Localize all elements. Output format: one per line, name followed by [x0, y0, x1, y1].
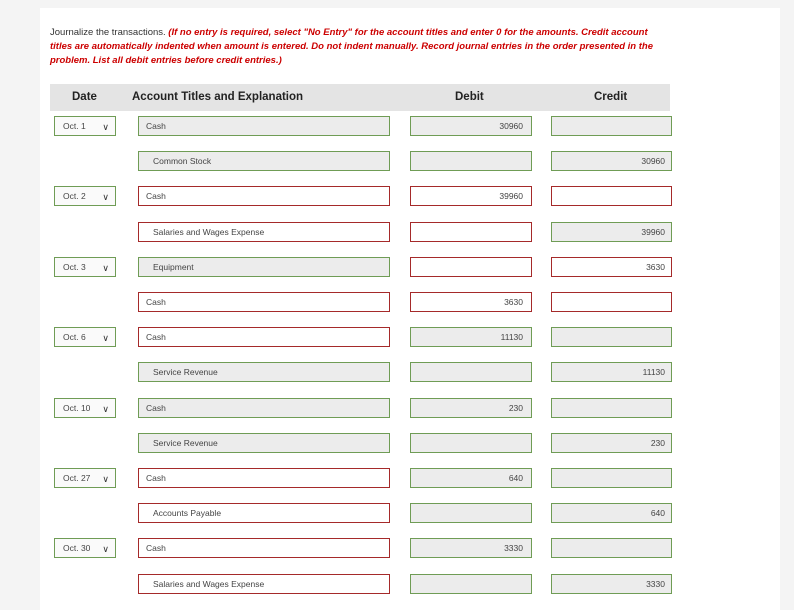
credit-input[interactable]: [551, 292, 672, 312]
debit-input[interactable]: [410, 574, 532, 594]
debit-input[interactable]: 30960: [410, 116, 532, 136]
account-title-input[interactable]: Equipment: [138, 257, 390, 277]
credit-input[interactable]: 39960: [551, 222, 672, 242]
chevron-down-icon: ∨: [102, 544, 109, 554]
credit-input[interactable]: 640: [551, 503, 672, 523]
account-title-input[interactable]: Cash: [138, 327, 390, 347]
journal-line: [50, 116, 680, 138]
journal-line: [50, 433, 680, 455]
credit-input[interactable]: 3330: [551, 574, 672, 594]
date-value: Oct. 2: [63, 191, 86, 201]
journal-header: [50, 84, 670, 111]
journal-panel: [40, 8, 780, 610]
debit-input[interactable]: 3330: [410, 538, 532, 558]
header-date: Date: [72, 91, 97, 103]
chevron-down-icon: ∨: [102, 263, 109, 273]
account-title-input[interactable]: Cash: [138, 538, 390, 558]
chevron-down-icon: ∨: [102, 192, 109, 202]
credit-input[interactable]: [551, 468, 672, 488]
date-value: Oct. 10: [63, 403, 91, 413]
date-select[interactable]: [54, 116, 116, 136]
chevron-down-icon: ∨: [102, 333, 109, 343]
journal-line: [50, 292, 680, 314]
account-title-input[interactable]: Common Stock: [138, 151, 390, 171]
journal-line: [50, 362, 680, 384]
date-value: Oct. 30: [63, 543, 91, 553]
credit-input[interactable]: [551, 116, 672, 136]
journal-line: [50, 222, 680, 244]
date-select[interactable]: [54, 468, 116, 488]
account-title-input[interactable]: Cash: [138, 398, 390, 418]
account-title-input[interactable]: Accounts Payable: [138, 503, 390, 523]
debit-input[interactable]: 3630: [410, 292, 532, 312]
chevron-down-icon: ∨: [102, 404, 109, 414]
date-value: Oct. 27: [63, 473, 91, 483]
date-select[interactable]: [54, 538, 116, 558]
journal-line: [50, 538, 680, 560]
chevron-down-icon: ∨: [102, 474, 109, 484]
date-select[interactable]: [54, 327, 116, 347]
debit-input[interactable]: [410, 257, 532, 277]
account-title-input[interactable]: Cash: [138, 292, 390, 312]
journal-line: [50, 468, 680, 490]
debit-input[interactable]: [410, 433, 532, 453]
account-title-input[interactable]: Service Revenue: [138, 362, 390, 382]
journal-line: [50, 151, 680, 173]
header-debit: Debit: [455, 91, 484, 103]
date-select[interactable]: [54, 186, 116, 206]
account-title-input[interactable]: Salaries and Wages Expense: [138, 222, 390, 242]
account-title-input[interactable]: Salaries and Wages Expense: [138, 574, 390, 594]
debit-input[interactable]: 640: [410, 468, 532, 488]
account-title-input[interactable]: Cash: [138, 116, 390, 136]
journal-line: [50, 257, 680, 279]
journal-line: [50, 503, 680, 525]
credit-input[interactable]: [551, 327, 672, 347]
date-value: Oct. 3: [63, 262, 86, 272]
date-value: Oct. 6: [63, 332, 86, 342]
debit-input[interactable]: 39960: [410, 186, 532, 206]
debit-input[interactable]: 230: [410, 398, 532, 418]
header-account: Account Titles and Explanation: [132, 91, 304, 103]
credit-input[interactable]: [551, 398, 672, 418]
instructions-note: (If no entry is required, select "No Entry" for the account titles and enter 0 for the amounts. Credit account titles are automatically indented when amount is entered. Do not indent manually. Record journal entries in the order presented in the problem. List all debit entries before credit entries.): [50, 27, 654, 66]
instructions: [50, 26, 670, 68]
credit-input[interactable]: 3630: [551, 257, 672, 277]
date-select[interactable]: [54, 398, 116, 418]
account-title-input[interactable]: Cash: [138, 468, 390, 488]
journal-line: [50, 574, 680, 596]
debit-input[interactable]: [410, 503, 532, 523]
instructions-plain: Journalize the transactions.: [50, 27, 169, 38]
journal-line: [50, 327, 680, 349]
debit-input[interactable]: 11130: [410, 327, 532, 347]
header-credit: Credit: [594, 91, 628, 103]
debit-input[interactable]: [410, 222, 532, 242]
credit-input[interactable]: 30960: [551, 151, 672, 171]
credit-input[interactable]: 11130: [551, 362, 672, 382]
debit-input[interactable]: [410, 151, 532, 171]
debit-input[interactable]: [410, 362, 532, 382]
journal-line: [50, 186, 680, 208]
account-title-input[interactable]: Cash: [138, 186, 390, 206]
date-value: Oct. 1: [63, 121, 86, 131]
credit-input[interactable]: 230: [551, 433, 672, 453]
journal-line: [50, 398, 680, 420]
chevron-down-icon: ∨: [102, 122, 109, 132]
account-title-input[interactable]: Service Revenue: [138, 433, 390, 453]
credit-input[interactable]: [551, 538, 672, 558]
date-select[interactable]: [54, 257, 116, 277]
credit-input[interactable]: [551, 186, 672, 206]
